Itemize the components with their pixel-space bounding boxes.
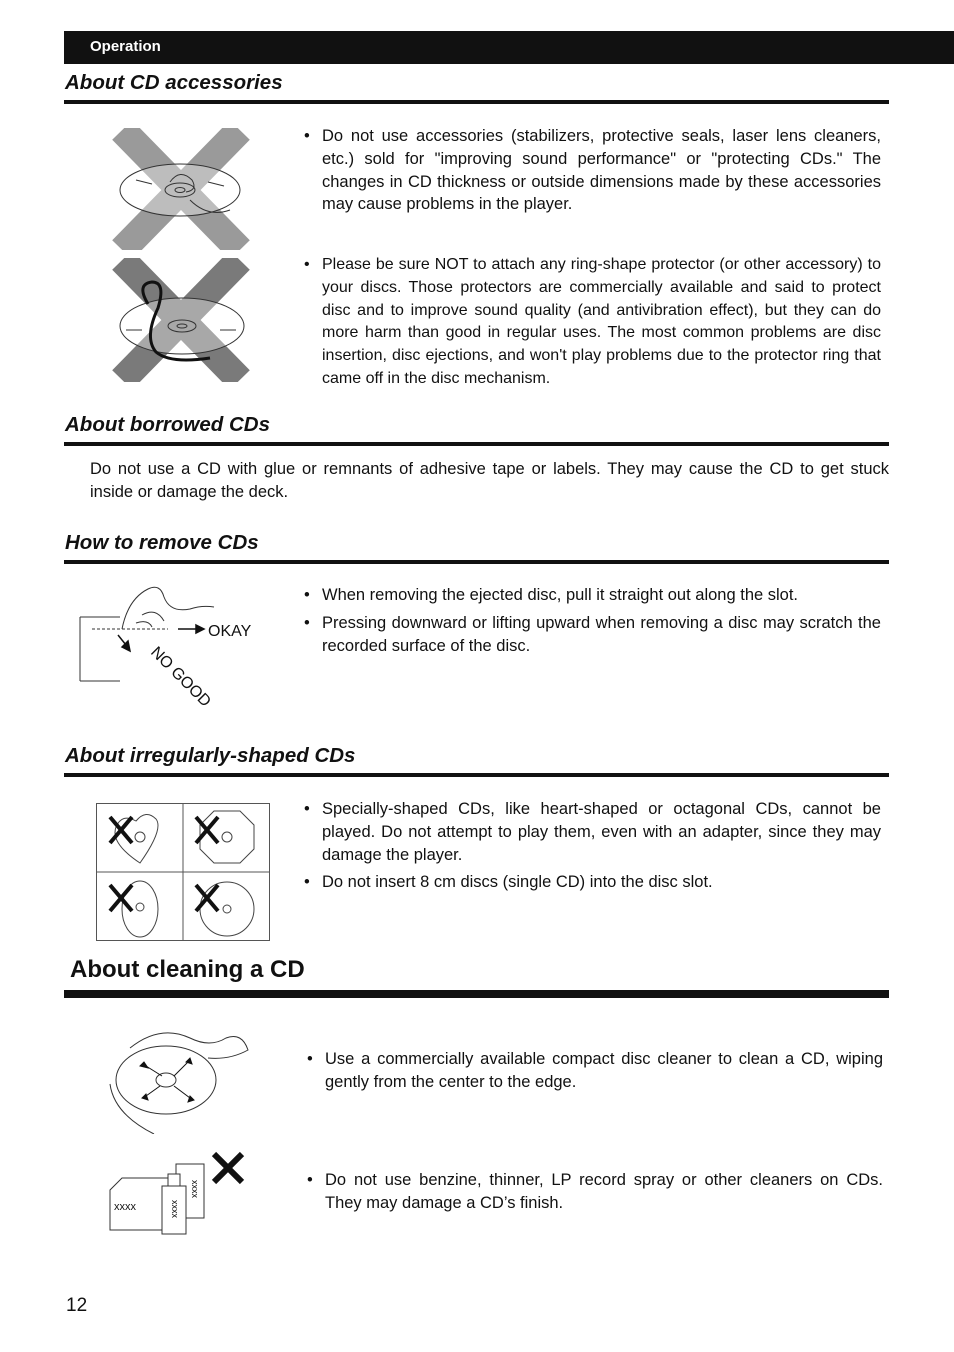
okay-label: OKAY: [208, 623, 252, 640]
cleaning-figure: [106, 1028, 252, 1134]
bullet-text: When removing the ejected disc, pull it straight out along the slot.: [322, 586, 799, 604]
bullet-irregular-1: [304, 798, 881, 866]
bullet-dot: •: [304, 873, 310, 891]
x-mark-icon: [214, 1154, 242, 1182]
bullet-dot: •: [304, 800, 310, 818]
bullet-dot: •: [307, 1050, 313, 1068]
section-title-borrowed: About borrowed CDs: [65, 413, 270, 436]
bullet-text: Use a commercially available compact disc cleaner to clean a CD, wiping gently from the center to the edge.: [325, 1050, 883, 1091]
bottle-label-vertical: xxxx: [170, 1200, 180, 1218]
borrowed-paragraph: Do not use a CD with glue or remnants of adhesive tape or labels. They may cause the CD to get stuck inside or damage the deck.: [90, 460, 889, 501]
section-title-cleaning: About cleaning a CD: [70, 956, 305, 983]
disc-icon: [116, 1046, 216, 1114]
eight-cm-disc-icon: [200, 882, 254, 936]
bullet-text: Do not insert 8 cm discs (single CD) into the disc slot.: [322, 873, 713, 891]
header-section-label: Operation: [90, 38, 161, 55]
header-bar: [64, 31, 954, 64]
section-title-remove: How to remove CDs: [65, 531, 259, 554]
bottle-icon: [162, 1164, 204, 1234]
bullet-remove-2: [304, 612, 881, 658]
bullet-text: Pressing downward or lifting upward when removing a disc may scratch the recorded surface of the disc.: [322, 614, 881, 655]
no-good-label: NO GOOD: [147, 643, 214, 711]
bottle-label: xxxx: [114, 1201, 136, 1213]
bullet-accessories-2: [304, 254, 881, 391]
bullet-irregular-2: [304, 871, 881, 894]
wipe-arrows-icon: [140, 1058, 194, 1102]
arrow-okay-icon: [178, 625, 204, 633]
x-mark-icon: [110, 817, 218, 911]
irregular-cd-figure: [96, 803, 270, 941]
bullet-dot: •: [304, 586, 310, 604]
section-rule: [64, 990, 889, 998]
cleaners-figure: [108, 1148, 248, 1238]
disc-icon: [120, 298, 244, 354]
bullet-text: Do not use benzine, thinner, LP record spray or other cleaners on CDs. They may damage a CD’s finish.: [325, 1171, 883, 1212]
bullet-text: Specially-shaped CDs, like heart-shaped or octagonal CDs, cannot be played. Do not attempt to play them, even with an adapter, since they may damage the player.: [322, 800, 881, 864]
section-rule: [64, 442, 889, 446]
section-rule: [64, 100, 889, 104]
heart-disc-icon: [115, 814, 158, 863]
section-rule: [64, 773, 889, 777]
bullet-remove-1: [304, 584, 881, 607]
section-title-accessories: About CD accessories: [65, 71, 283, 94]
bullet-dot: •: [304, 256, 310, 273]
accessories-figure-stabilizer: [112, 128, 250, 250]
octagon-disc-icon: [200, 811, 254, 863]
bullet-text: Do not use accessories (stabilizers, protective seals, laser lens cleaners, etc.) sold for "improving sound performance" or "protecting CDs." The changes in CD thickness or outside dimensions made by these accessories may cause problems in the player.: [322, 127, 881, 214]
arrow-no-good-icon: [118, 635, 130, 651]
hand-cloth-icon: [110, 1033, 248, 1134]
remove-cd-figure: [78, 585, 278, 725]
page-number: 12: [66, 1295, 88, 1316]
section-title-irregular: About irregularly-shaped CDs: [65, 744, 356, 767]
bottle-label-vertical: xxxx: [190, 1180, 200, 1198]
section-rule: [64, 560, 889, 564]
bullet-cleaning-1: [307, 1048, 883, 1094]
bullet-dot: •: [304, 127, 310, 145]
bullet-dot: •: [307, 1171, 313, 1189]
accessories-figure-ring: [112, 258, 250, 382]
hand-icon: [122, 587, 214, 629]
disc-icon: [120, 164, 240, 216]
bullet-accessories-1: [304, 125, 881, 216]
grid-frame: [96, 803, 270, 941]
bullet-cleaning-2: [307, 1169, 883, 1215]
bullet-dot: •: [304, 614, 310, 632]
bullet-text: Please be sure NOT to attach any ring-shape protector (or other accessory) to your discs. Those protectors are commercially available and said to protect disc and to improve sound quality (and antivibration effect), but they can do more harm than good in regular uses. The most common problems are disc insertion, disc ejections, and won't play problems due to the protector ring that came off in the disc mechanism.: [322, 256, 881, 387]
